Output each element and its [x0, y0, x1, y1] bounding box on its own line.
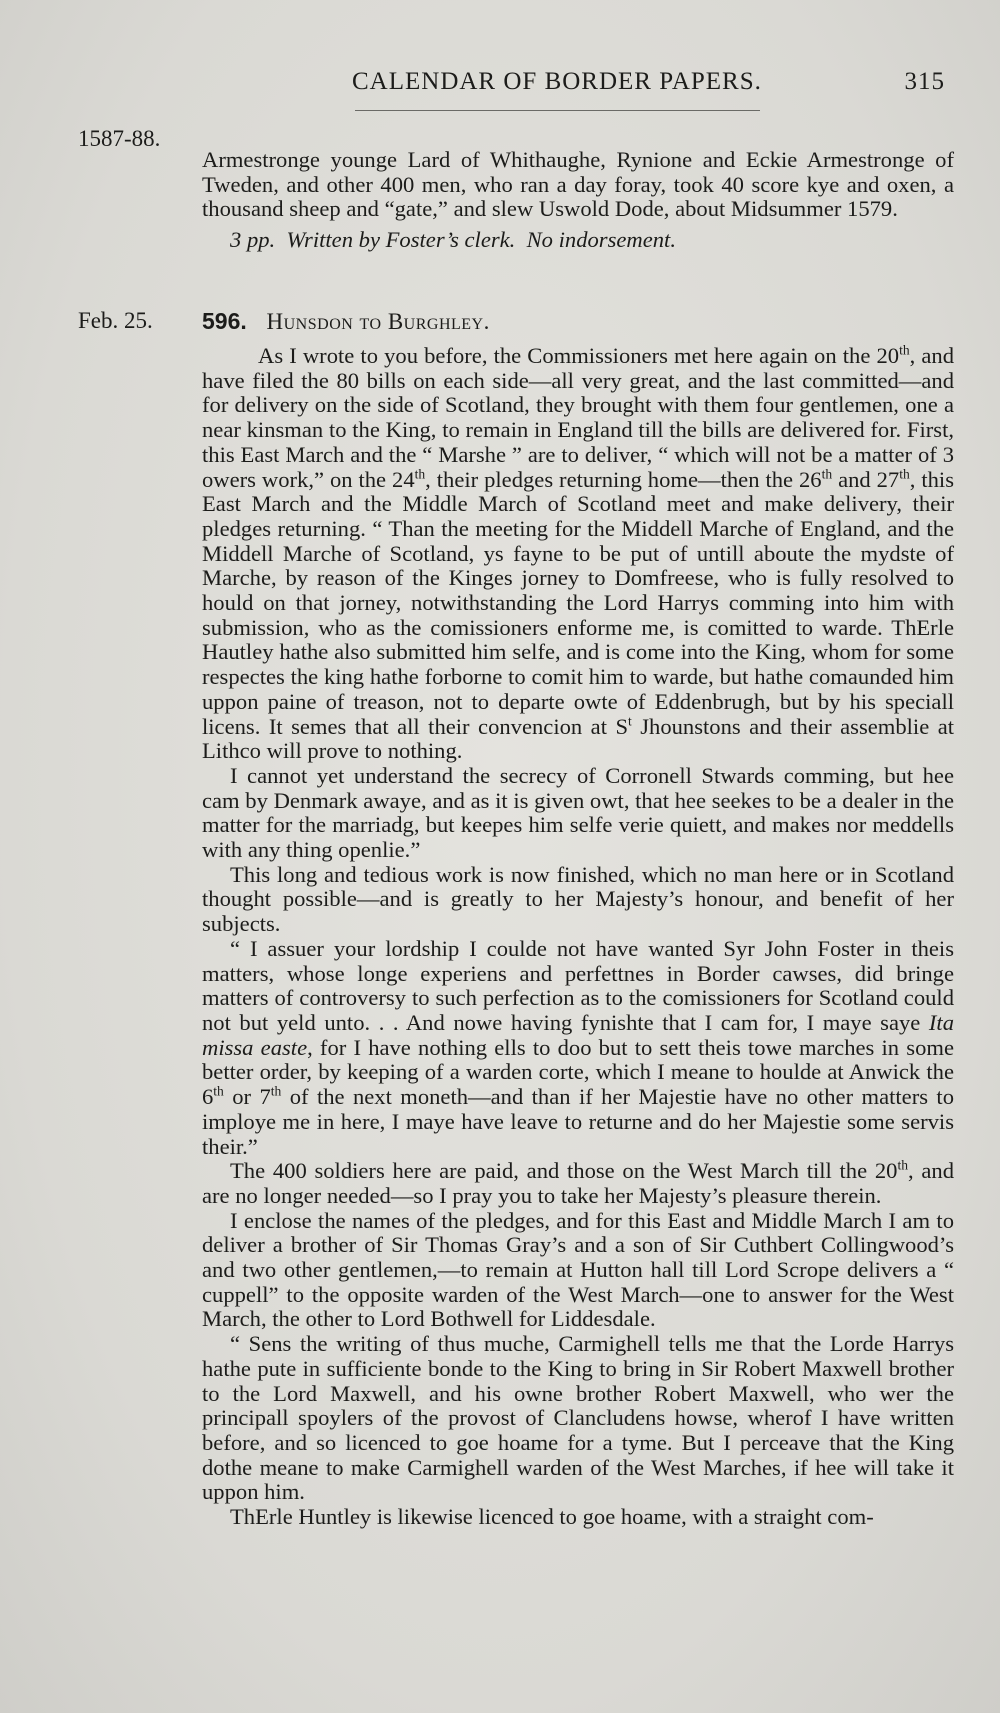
- paragraph-2: I cannot yet understand the secrecy of Corronell Stwards comming, but hee cam by Denmark awaye, and as it is given owt, that hee seekes to be a dealer in the matter for the marriadg, but keepes him selfe verie quiett, and makes nor meddells with any thing openlie.”: [202, 762, 954, 863]
- entry-title: Hunsdon to Burghley.: [266, 309, 490, 334]
- p1-sup-5: t: [628, 713, 632, 729]
- p4-text-a: “ I assuer your lordship I coulde not have wanted Syr John Foster in theis matters, whose longe experiens and perfettnes in Border cawses, did bringe matters of controversy to such perfection as to the comissioners for Scotland could not but yeld unto. . . And nowe having fynishte that I cam for, I maye saye: [202, 935, 954, 1035]
- p1-text-b: , and have filed the 80 bills on each side—all very great, and the last committed—and for delivery on the side of Scotland, they brought with them four gentlemen, one a near kinsman to the King, to remain in England till the bills are delivered for. First, this East March and the “ Marshe ” are to deliver, “ which will not be a matter of 3 owers work,” on the 24: [202, 343, 954, 492]
- continuation-note: [202, 228, 954, 253]
- note-written: Written by Foster’s clerk.: [286, 227, 516, 253]
- page-number: 315: [904, 68, 945, 95]
- continuation-paragraph: Armestronge younge Lard of Whithaughe, Rynione and Eckie Armestronge of Tweden, and other 400 men, who ran a day foray, took 40 score kye and oxen, a thousand sheep and “gate,” and slew Uswold Dode, about Midsummer 1579.: [202, 147, 954, 222]
- year-margin: 1587-88.: [78, 126, 161, 151]
- continuation-text: [202, 148, 954, 253]
- p4-text-b: , for I have nothing ells to doo but to sett theis towe marches in some better order, by keeping of a warden corte, which I meane to houlde at Anwick the 6: [202, 1034, 954, 1110]
- entry-heading: [202, 308, 490, 335]
- p1-text-d: and 27: [832, 466, 900, 492]
- running-head: CALENDAR OF BORDER PAPERS.: [352, 68, 762, 95]
- p1-sup-3: th: [821, 465, 833, 481]
- paragraph-1: [202, 344, 954, 764]
- p1-text-a: As I wrote to you before, the Commissioners met here again on the 20: [258, 343, 900, 368]
- p4-text-c: or 7: [223, 1084, 271, 1110]
- p5-text-a: The 400 soldiers here are paid, and those on the West March till the 20: [230, 1158, 898, 1184]
- p1-text-c: , their pledges returning home—then the 26: [425, 466, 822, 492]
- p1-sup-4: th: [899, 465, 910, 481]
- p1-text-f: Jhounstons and their assemblie at Lithco will prove to nothing.: [202, 713, 954, 764]
- entry-number: 596.: [202, 308, 247, 334]
- entry-date: Feb. 25.: [78, 308, 153, 333]
- p1-sup-2: th: [414, 465, 426, 481]
- paragraph-4: [202, 937, 954, 1159]
- page-header: [0, 62, 1000, 102]
- p5-text-b: , and are no longer needed—so I pray you to take her Majesty’s pleasure therein.: [202, 1158, 954, 1208]
- p5-sup: th: [897, 1157, 908, 1173]
- paragraph-7: “ Sens the writing of thus muche, Carmighell tells me that the Lorde Harrys hathe pute in sufficiente bonde to the King to bring in Sir Robert Maxwell brother to the Lord Maxwell, and his owne brother Robert Maxwell, who wer the principall spoylers of the provost of Clancludens howse, wherof I have written before, and so licenced to goe hoame for a tyme. But I perceave that the King dothe meane to make Carmighell warden of the West Marches, if hee will take it uppon him.: [202, 1331, 954, 1505]
- note-pages: 3 pp.: [230, 227, 276, 253]
- p4-sup-2: th: [270, 1083, 282, 1099]
- p4-italic: Ita missa easte: [202, 1009, 954, 1060]
- letter-body: [202, 344, 954, 1530]
- note-indorsement: No indorsement.: [526, 227, 676, 253]
- p1-sup-1: th: [899, 342, 910, 358]
- p4-sup-1: th: [213, 1083, 224, 1099]
- paragraph-3: This long and tedious work is now finished, which no man here or in Scotland thought possible—and is greatly to her Majesty’s honour, and benefit of her subjects.: [202, 861, 954, 937]
- paragraph-8: ThErle Huntley is likewise licenced to goe hoame, with a straight com-: [230, 1504, 874, 1530]
- header-rule: [355, 110, 760, 111]
- paragraph-5: [202, 1159, 954, 1208]
- p1-text-e: , this East March and the Middle March of Scotland meet and make delivery, their pledges returning. “ Than the meeting for the Middell Marche of England, and the Middell Marche of Scotland, ys fayne to be put of untill aboute the mydste of Marche, by reason of the Kinges jorney to Domfreese, who is fully resolved to hould on that jorney, notwithstanding the Lord Harrys comming into him with submission, who as the comissioners enforme me, is comitted to warde. ThErle Hautley hathe also submitted him selfe, and is come into the King, whom for some respectes the king hathe forborne to comit him to warde, but hathe comaunded him uppon paine of treason, not to departe owte of Eddenbrugh, but by his speciall licens. It semes that all their convencion at S: [202, 466, 954, 739]
- p4-text-d: of the next moneth—and than if her Majestie have no other matters to imploye me in here, I maye have leave to returne and do her Majestie some servis their.”: [202, 1084, 954, 1159]
- paragraph-6: I enclose the names of the pledges, and for this East and Middle March I am to deliver a brother of Sir Thomas Gray’s and a son of Sir Cuthbert Collingwood’s and two other gentlemen,—to remain at Hutton hall till Lord Scrope delivers a “ cuppell” to the opposite warden of the West March—one to answer for the West March, the other to Lord Bothwell for Liddesdale.: [202, 1207, 954, 1332]
